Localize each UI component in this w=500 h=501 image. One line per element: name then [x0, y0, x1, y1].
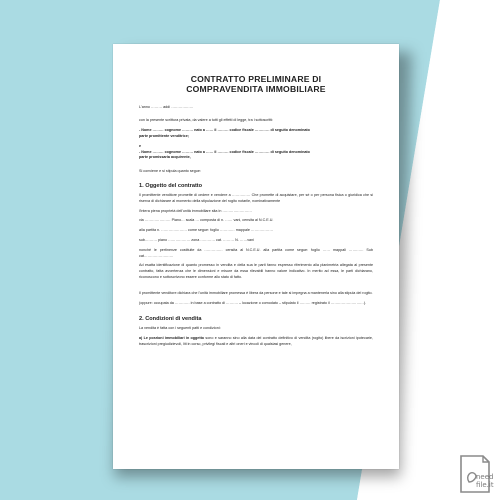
party-seller-line: - Nome ……… cognome ……… nato a …… il ……… codice fiscale ………… di seguito denominato — [139, 128, 310, 133]
intro-paragraph: con la presente scrittura privata, da valere a tutti gli effetti di legge, tra i sottoscritti: — [139, 118, 274, 123]
section-2-intro: La vendita è fatta con i seguenti patti e condizioni: — [139, 326, 221, 331]
agreement-line: Si conviene e si stipula quanto segue: — [139, 169, 201, 174]
vacancy-paragraph: Il promittente venditore dichiara che l'unità immobiliare promessa è libera da persone e tale si impegna a mantenerla sino alla stipula del rogito. — [139, 290, 373, 295]
section-1-paragraph: Il promittente venditore promette di cedere e vendere a …………… Che promette di acquistare, per sé o per persona fisica o giuridica che si riserva di dichiarare al momento della stipulazione del rogito notarile, nominativamente — [139, 193, 373, 203]
clause-a-text: sono e saranno sino alla data del contratto definitivo di vendita (rogito) libere da iscrizioni ipotecarie, trascrizioni pregiudizievoli, liti in corso, privilegi fiscali e altri oneri e vincoli di qualsiasi genere, — [139, 336, 373, 346]
date-line: L'anno ……… addì ……………… — [139, 104, 194, 109]
property-sub: sub.……… piano ……………… zona ………… cat. ……… N. ……vani — [139, 237, 254, 242]
document-logo-icon — [459, 452, 499, 496]
document-title-line-2: COMPRAVENDITA IMMOBILIARE — [186, 84, 326, 95]
clause-a-label: a) Le porzioni immobiliari in oggetto — [139, 336, 205, 341]
party-buyer-role: parte promissaria acquirente, — [139, 155, 191, 160]
party-buyer-line: - Nome ……… cognome ……… nato a …… il ……… codice fiscale ………… di seguito denominato — [139, 149, 310, 154]
section-1-heading: 1. Oggetto del contratto — [139, 183, 203, 189]
conjunction: e — [139, 143, 142, 148]
property-location: l'intera piena proprietà dell'unità immobiliare sita in …………………… — [139, 208, 252, 213]
logo-text-line-1: need — [476, 473, 494, 481]
floorplan-paragraph: Ad esatta identificazione di quanto promesso in vendita e della sua le parti fanno espresso riferimento alla planimetria allegata al presente contratto, fatta avvertenza che le dimensioni e misure da essa rilevabili hanno valore indicativo. In merito ad essa, le parti dichiarano, riconoscono e sottoscrivono essere conforme allo stato di fatto. — [139, 263, 373, 279]
document-title-line-1: CONTRATTO PRELIMINARE DI — [190, 74, 322, 84]
contract-document-page — [113, 44, 399, 469]
property-parcel: alla partita n. ………………… come segue: foglio ………… mappale ……………… — [139, 228, 274, 233]
property-appurtenances: nonché le pertinenze costituite da …………… censita al N.C.E.U. alla partita come segue: foglio …… mappali ………… Sub cat…………………… — [139, 247, 373, 258]
property-street: via ………………… Piano… scala … composta di n. …… vani, censita al N.C.E.U. — [139, 218, 274, 223]
occupancy-alternative: (oppure: occupata da ………… in base a contratto di ………. – locazione o comodato – stipulato il ……… registrato il ………………………). — [139, 300, 367, 305]
document-content — [139, 74, 373, 348]
section-2-clause-a — [139, 336, 373, 348]
party-seller-role: parte promittente venditrice; — [139, 134, 189, 139]
section-2-heading: 2. Condizioni di vendita — [139, 316, 202, 323]
logo-text-line-2: file.it — [476, 481, 494, 489]
